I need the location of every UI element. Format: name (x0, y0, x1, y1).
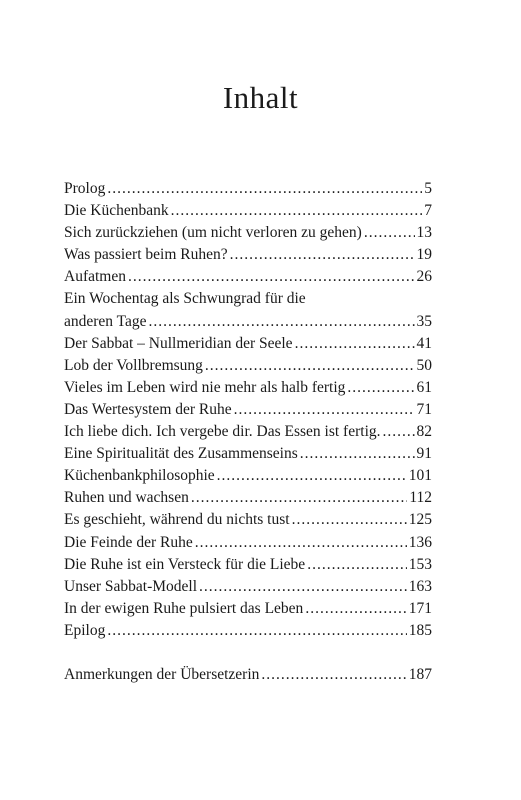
toc-entry[interactable] (64, 532, 432, 554)
leader-dots (171, 200, 423, 222)
toc-entry[interactable] (64, 377, 432, 399)
leader-dots (295, 333, 415, 355)
toc-entry[interactable] (64, 465, 432, 487)
toc-entry-page: 7 (424, 202, 432, 220)
leader-dots (217, 465, 407, 487)
toc-entry-title: Anmerkungen der Übersetzerin (64, 665, 260, 683)
toc-entry-title: Die Ruhe ist ein Versteck für die Liebe (64, 555, 306, 573)
toc-entry-title: Ich liebe dich. Ich vergebe dir. Das Essen ist fertig. (64, 423, 381, 441)
toc-entry[interactable] (64, 355, 432, 377)
toc-entry[interactable] (64, 598, 432, 620)
toc-entry-title: Die Küchenbank (64, 202, 169, 220)
toc-entry-title: Lob der Vollbremsung (64, 356, 203, 374)
section-spacer (64, 642, 432, 664)
toc-entry-page: 19 (416, 246, 432, 264)
toc-entry-page: 50 (416, 356, 432, 374)
toc-entry-title: Vieles im Leben wird nie mehr als halb fertig (64, 378, 346, 396)
table-of-contents (64, 178, 432, 686)
toc-entry[interactable] (64, 421, 432, 443)
leader-dots (261, 664, 406, 686)
toc-entry[interactable] (64, 576, 432, 598)
toc-entry-page: 5 (424, 180, 432, 197)
toc-entry-page: 13 (416, 224, 432, 242)
toc-entry[interactable] (64, 200, 432, 222)
leader-dots (347, 377, 414, 399)
toc-entry-title: Eine Spiritualität des Zusammenseins (64, 445, 298, 463)
toc-entry-title: Unser Sabbat-Modell (64, 577, 198, 595)
toc-entry[interactable] (64, 333, 432, 355)
toc-entry-page: 112 (409, 489, 432, 507)
toc-entry-title-line1: Ein Wochentag als Schwungrad für die (64, 290, 306, 308)
leader-dots (307, 554, 407, 576)
toc-entry-page: 91 (416, 445, 432, 463)
leader-dots (195, 532, 407, 554)
toc-entry-title: anderen Tage (64, 312, 147, 330)
leader-dots (230, 244, 415, 266)
toc-entry-page: 136 (408, 533, 432, 551)
toc-entry-title: In der ewigen Ruhe pulsiert das Leben (64, 599, 304, 617)
leader-dots (107, 620, 406, 642)
toc-entry[interactable] (64, 509, 432, 531)
toc-entry[interactable] (64, 288, 432, 332)
toc-entry-page: 101 (408, 467, 432, 485)
toc-entry-page: 82 (416, 423, 432, 441)
toc-entry-page: 61 (416, 378, 432, 396)
toc-entry[interactable] (64, 178, 432, 200)
toc-entry-title: Sich zurückziehen (um nicht verloren zu gehen) (64, 224, 362, 242)
toc-entry-page: 41 (416, 334, 432, 352)
leader-dots (191, 487, 407, 509)
toc-entry-title: Aufatmen (64, 268, 126, 286)
toc-entry-page: 163 (408, 577, 432, 595)
toc-entry[interactable] (64, 554, 432, 576)
toc-entry[interactable] (64, 244, 432, 266)
leader-dots (300, 443, 415, 465)
leader-dots (364, 222, 415, 244)
toc-entry-title: Es geschieht, während du nichts tust (64, 511, 290, 529)
leader-dots (234, 399, 415, 421)
toc-entry-title: Epilog (64, 621, 106, 639)
leader-dots (199, 576, 407, 598)
leader-dots (149, 311, 415, 333)
page-title: Inhalt (222, 80, 299, 115)
toc-entry-appendix[interactable] (64, 664, 432, 686)
toc-entry-page: 153 (408, 555, 432, 573)
toc-entry[interactable] (64, 487, 432, 509)
toc-entry[interactable] (64, 222, 432, 244)
toc-entry-title: Die Feinde der Ruhe (64, 533, 193, 551)
toc-entry-page: 35 (416, 312, 432, 330)
leader-dots (205, 355, 415, 377)
leader-dots (107, 178, 422, 200)
toc-entry[interactable] (64, 266, 432, 288)
toc-entry-page: 125 (408, 511, 432, 529)
toc-entry[interactable] (64, 399, 432, 421)
toc-entry[interactable] (64, 443, 432, 465)
toc-entry-title: Ruhen und wachsen (64, 489, 189, 507)
toc-entry-title: Was passiert beim Ruhen? (64, 246, 228, 264)
toc-entry-page: 187 (408, 665, 432, 683)
leader-dots (292, 509, 407, 531)
leader-dots (383, 421, 415, 443)
toc-entry-page: 185 (408, 621, 432, 639)
toc-entry-title: Das Wertesystem der Ruhe (64, 400, 232, 418)
toc-entry-page: 26 (416, 268, 432, 286)
toc-entry-title: Der Sabbat – Nullmeridian der Seele (64, 334, 293, 352)
toc-entry-title: Prolog (64, 180, 106, 197)
toc-entry[interactable] (64, 620, 432, 642)
leader-dots (128, 266, 415, 288)
toc-entry-page: 71 (416, 400, 432, 418)
leader-dots (305, 598, 406, 620)
toc-entry-page: 171 (408, 599, 432, 617)
toc-entry-title: Küchenbankphilosophie (64, 467, 215, 485)
